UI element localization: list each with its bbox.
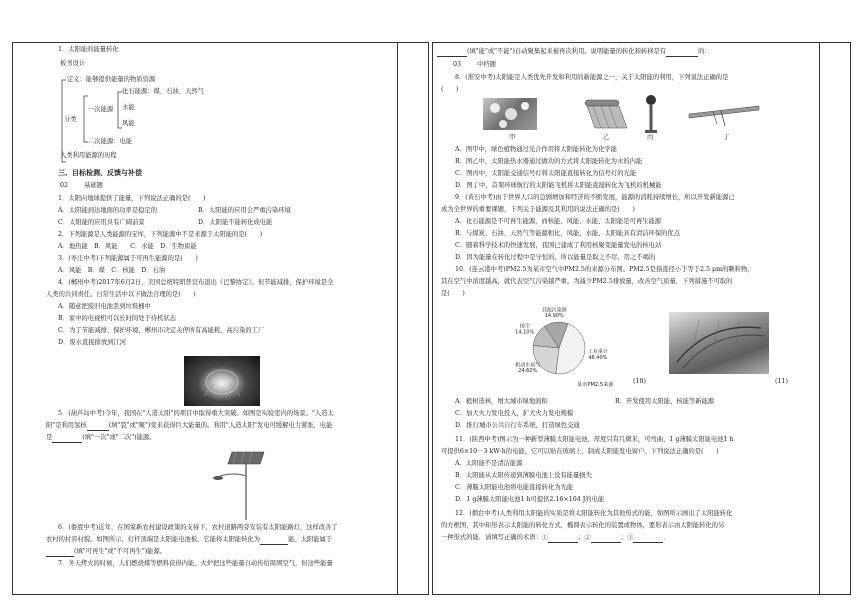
tree-classify: 分类 <box>64 116 77 123</box>
mid-num: 03 <box>453 61 462 68</box>
q2-stem: 2．下列能源是人类能源的宝库，下列能源中不是来源于太阳能的是( ) <box>58 231 263 238</box>
pic-label-2: 乙 <box>603 134 610 141</box>
photo-solar-airplane <box>687 100 761 130</box>
tree-history: 人类利用能源的历程 <box>60 152 117 159</box>
right-margin-column <box>818 42 851 595</box>
q10-option-a: A．植树造林，增大城市绿地面积 <box>455 398 548 405</box>
q11-stem-line1: 11．(陕西中考)图示为一种新型薄膜太阳能电池，厚度只有几微米，可弯曲，1 g薄膜太阳能电池1 h <box>455 436 734 443</box>
q6-blank-1[interactable] <box>260 538 288 545</box>
q10-option-c: C．加大火力发电投入，扩大火力发电规模 <box>455 410 574 417</box>
q3-stem: 3．(枣庄中考)下列能源属于可再生能源的是( ) <box>58 255 198 262</box>
q4-option-b: B．家中的电视机可以长时间处于待机状态 <box>58 315 176 322</box>
q12-blank-1[interactable] <box>548 536 578 543</box>
artificial-sun-photo <box>184 356 260 406</box>
pic-label-3: 丙 <box>647 134 654 141</box>
thin-film-solar-photo <box>669 312 769 374</box>
q9-option-b: B．与煤炭、石油、天然气等能源相比，风能、水能、太阳能具有清洁环保的优点 <box>455 230 681 237</box>
pie-label-3: 扬尘 14.10% <box>515 323 535 336</box>
photo-plant <box>483 98 537 130</box>
figure-10-label: (10) <box>633 378 646 385</box>
pic-label-1: 甲 <box>509 134 516 141</box>
q4-stem-line1: 4．(郴州中考)2017年6月2日，美国总统特朗普宣布退出《巴黎协定》。但节能减排，保护环境是全 <box>58 279 334 286</box>
tree-fossil: 化石能源：煤、石油、天然气 <box>122 88 204 95</box>
q11-option-d: D．1 g薄膜太阳能电池1 h可提供2.16×104 J的电能 <box>455 496 605 503</box>
tree-primary: 一次能源 <box>88 106 114 113</box>
q5-blank-2[interactable] <box>52 436 82 443</box>
q12-blank-3[interactable] <box>633 536 663 543</box>
q5-stem-line2: 阳"是利用氢核 (填"裂"或"聚")变来获得巨大能量的。利用"人造太阳"发电可缓解电力紧张，电能 <box>46 422 333 429</box>
figure-11-label: (11) <box>775 378 788 385</box>
q7-stem-line1: 7．冬天烤火的时候，人们燃烧煤等燃料获得内能，火炉把这些能量自动传给周围空气，但这些能量 <box>58 560 333 567</box>
pic-label-4: 丁 <box>723 134 730 141</box>
q10-stem-line1: 10．(连云港中考)PM2.5为某市空气中PM2.5的来源分布图。PM2.5是指直径小于等于2.5 μm的颗粒物， <box>455 266 754 273</box>
mid-heading <box>453 61 496 70</box>
q1-option-a: A．太阳能到达地面的功率是稳定的 <box>58 207 158 214</box>
q9-option-a: A．化石能源是不可再生能源，而核能、风能、水能、太阳能是可再生能源 <box>455 218 662 225</box>
q9-option-d: D．因为能量在转化过程中是守恒的，所以能量是取之不尽，用之不竭的 <box>455 254 656 261</box>
tree-wind: 风能 <box>122 120 135 127</box>
pie-label-2: 机动车尾气 24.60% <box>515 362 541 375</box>
q10-option-d: D．推行城市公共自行车系统，打造绿色交通 <box>455 422 580 429</box>
q8-option-c: C．图丙中，太阳能交通信号灯将太阳能直接转化为信号灯的光能 <box>455 170 637 177</box>
pm25-pie-chart <box>489 304 629 390</box>
q7-continued: (填"能"或"不能")自动聚集起来被再次利用。说明能量的转化和转移是有 的. <box>437 48 706 57</box>
photo-traffic-light <box>641 94 661 134</box>
q2-options: A．地热能 B．风能 C．水能 D．生物质能 <box>58 243 197 250</box>
tree-water: 水能 <box>122 104 135 111</box>
tree-definition: 定义：能够提供能量的物质资源 <box>67 76 156 83</box>
q1-stem: 1．太阳向地球提供了能量，下列说法正确的是( ) <box>58 195 206 202</box>
solar-street-lamp-figure <box>206 448 266 522</box>
q10-stem-line2: 其在空气中浓度越高，就代表空气污染越严重。为减少PM2.5排放量，改善空气质量，下列措施不可取的 <box>441 278 733 285</box>
q5-stem-line1: 5．(葫芦岛中考)今年，我国在"人造太阳"的项目中取得重大突破。如图是实验室内的场景。"人造太 <box>58 410 334 417</box>
q9-option-c: C．随着科学技术的快速发展，我国已建成了利用核聚变能量发电的核电站 <box>455 242 662 249</box>
q5-blank-1[interactable] <box>87 424 109 431</box>
q12-blank-2[interactable] <box>591 536 621 543</box>
photo-solar-water-heater <box>579 96 629 132</box>
q10-option-b: B．开发使用太阳能、核能等新能源 <box>615 398 715 405</box>
q8-option-d: D．图丁中，首架环球航行的太阳能飞机将太阳能直接转化为飞机的机械能 <box>455 182 662 189</box>
energy-concept-tree <box>58 76 298 196</box>
pie-caption: 某市PM2.5来源 <box>577 382 614 388</box>
right-column <box>437 46 815 591</box>
q4-option-c: C．为了节能减排、保护环境，郴州市决定关停所有高能耗、高污染的工厂 <box>58 327 265 334</box>
mid-label: 中档题 <box>477 61 496 68</box>
q1-option-b: B．太阳能的应用会严重污染环境 <box>198 207 291 214</box>
left-margin-column <box>396 42 429 595</box>
q6-stem-line3: (填"可再生"或"不可再生")能源。 <box>46 548 166 557</box>
q7-blank-2[interactable] <box>666 50 698 57</box>
q6-stem-line2: 农村的村容村貌。如图所示，灯杆顶端是太阳能电池板，它能将太阳能转化为 能。太阳能属于 <box>46 536 333 543</box>
q11-stem-line2: 可提供6×10－3 kW·h的电能，它可以贴在玻璃上，制成太阳能发电窗户。下列说法正确的是( ) <box>441 448 719 455</box>
q4-stem-line2: 人类的共同责任。日常生活中以下做法合理的是( ) <box>46 291 196 298</box>
q12-stem-line2: 的方框图，其中矩形表示太阳能的转化方式，椭圆表示转化的装置或物体，要形表示由太阳能转化的另 <box>441 522 725 529</box>
section-title: 三、目标检测、反馈与补偿 <box>58 168 142 177</box>
q8-stem-line1: 8．(淮安中考)太阳能是人类优先开发和利用的新能源之一，关于太阳能的利用，下列说法正确的是 <box>455 74 729 81</box>
basic-label: 基础题 <box>84 182 103 189</box>
q12-stem-line1: 12．(烟台中考)人类利用太阳能的实质是将太阳能转化为其他形式的能，如图所示画出了太阳能转化 <box>455 510 733 517</box>
q11-option-b: B．太阳能从太阳传递到薄膜电池上没有能量损失 <box>455 472 592 479</box>
pie-label-1: 工业重计 46.40% <box>587 349 608 361</box>
q7-blank-1[interactable] <box>437 50 467 57</box>
q8-option-b: B．图乙中，太阳能热水器通过做功的方式将太阳能转化为水的内能 <box>455 158 643 165</box>
q1-option-c: C．太阳能的应用具有广阔前景 <box>58 219 145 226</box>
left-column <box>46 46 393 591</box>
pie-label-4: 其他污染源 14.90% <box>541 307 567 320</box>
tree-secondary: 二次能源：电能 <box>88 138 133 145</box>
q5-stem-line3: 是 (填"一次"或"二次")能源。 <box>46 434 156 441</box>
q4-option-d: D．废水直接排放到江河 <box>58 339 127 346</box>
q11-option-a: A．太阳能不是清洁能源 <box>455 460 523 467</box>
q8-stem-line2: ( ) <box>441 86 459 93</box>
q4-option-a: A．随意把废旧电池丢到垃圾桶中 <box>58 303 151 310</box>
q9-stem-line2: 成为全世界的重要课题，下列关于能源及其利用的说法正确的是( ) <box>441 206 635 213</box>
q9-stem-line1: 9．(黄石中考)由于世界人口的急剧增加和经济的不断发展，能源的消耗持续增长，所以开发新能源已 <box>455 194 735 201</box>
board-design-heading: 板书设计 <box>60 60 86 67</box>
q1-option-d: D．太阳能不能转化成电能 <box>198 219 273 226</box>
basic-num: 02 <box>60 182 69 189</box>
q3-options: A．风能 B．煤 C．核能 D．石油 <box>58 267 166 274</box>
q6-stem-line1: 6．(娄底中考)近年，在国家新农村建设政策的支持下，农村道路两旁安装有太阳能路灯，这样改善了 <box>58 524 338 531</box>
q11-option-c: C．薄膜太阳能电池将电能直接转化为光能 <box>455 484 574 491</box>
basic-heading <box>60 182 103 191</box>
q10-stem-line3: 是( ) <box>441 290 465 297</box>
q12-stem-line3: 一种形式的能．请填写正确的术语：① ；② ；③ ． <box>441 534 670 541</box>
q8-option-a: A．图甲中，绿色植物通过光合作用将太阳能转化为化学能 <box>455 146 617 153</box>
intro-line: 1．太阳能的能量转化 <box>58 46 119 53</box>
q6-blank-2[interactable] <box>46 550 74 557</box>
